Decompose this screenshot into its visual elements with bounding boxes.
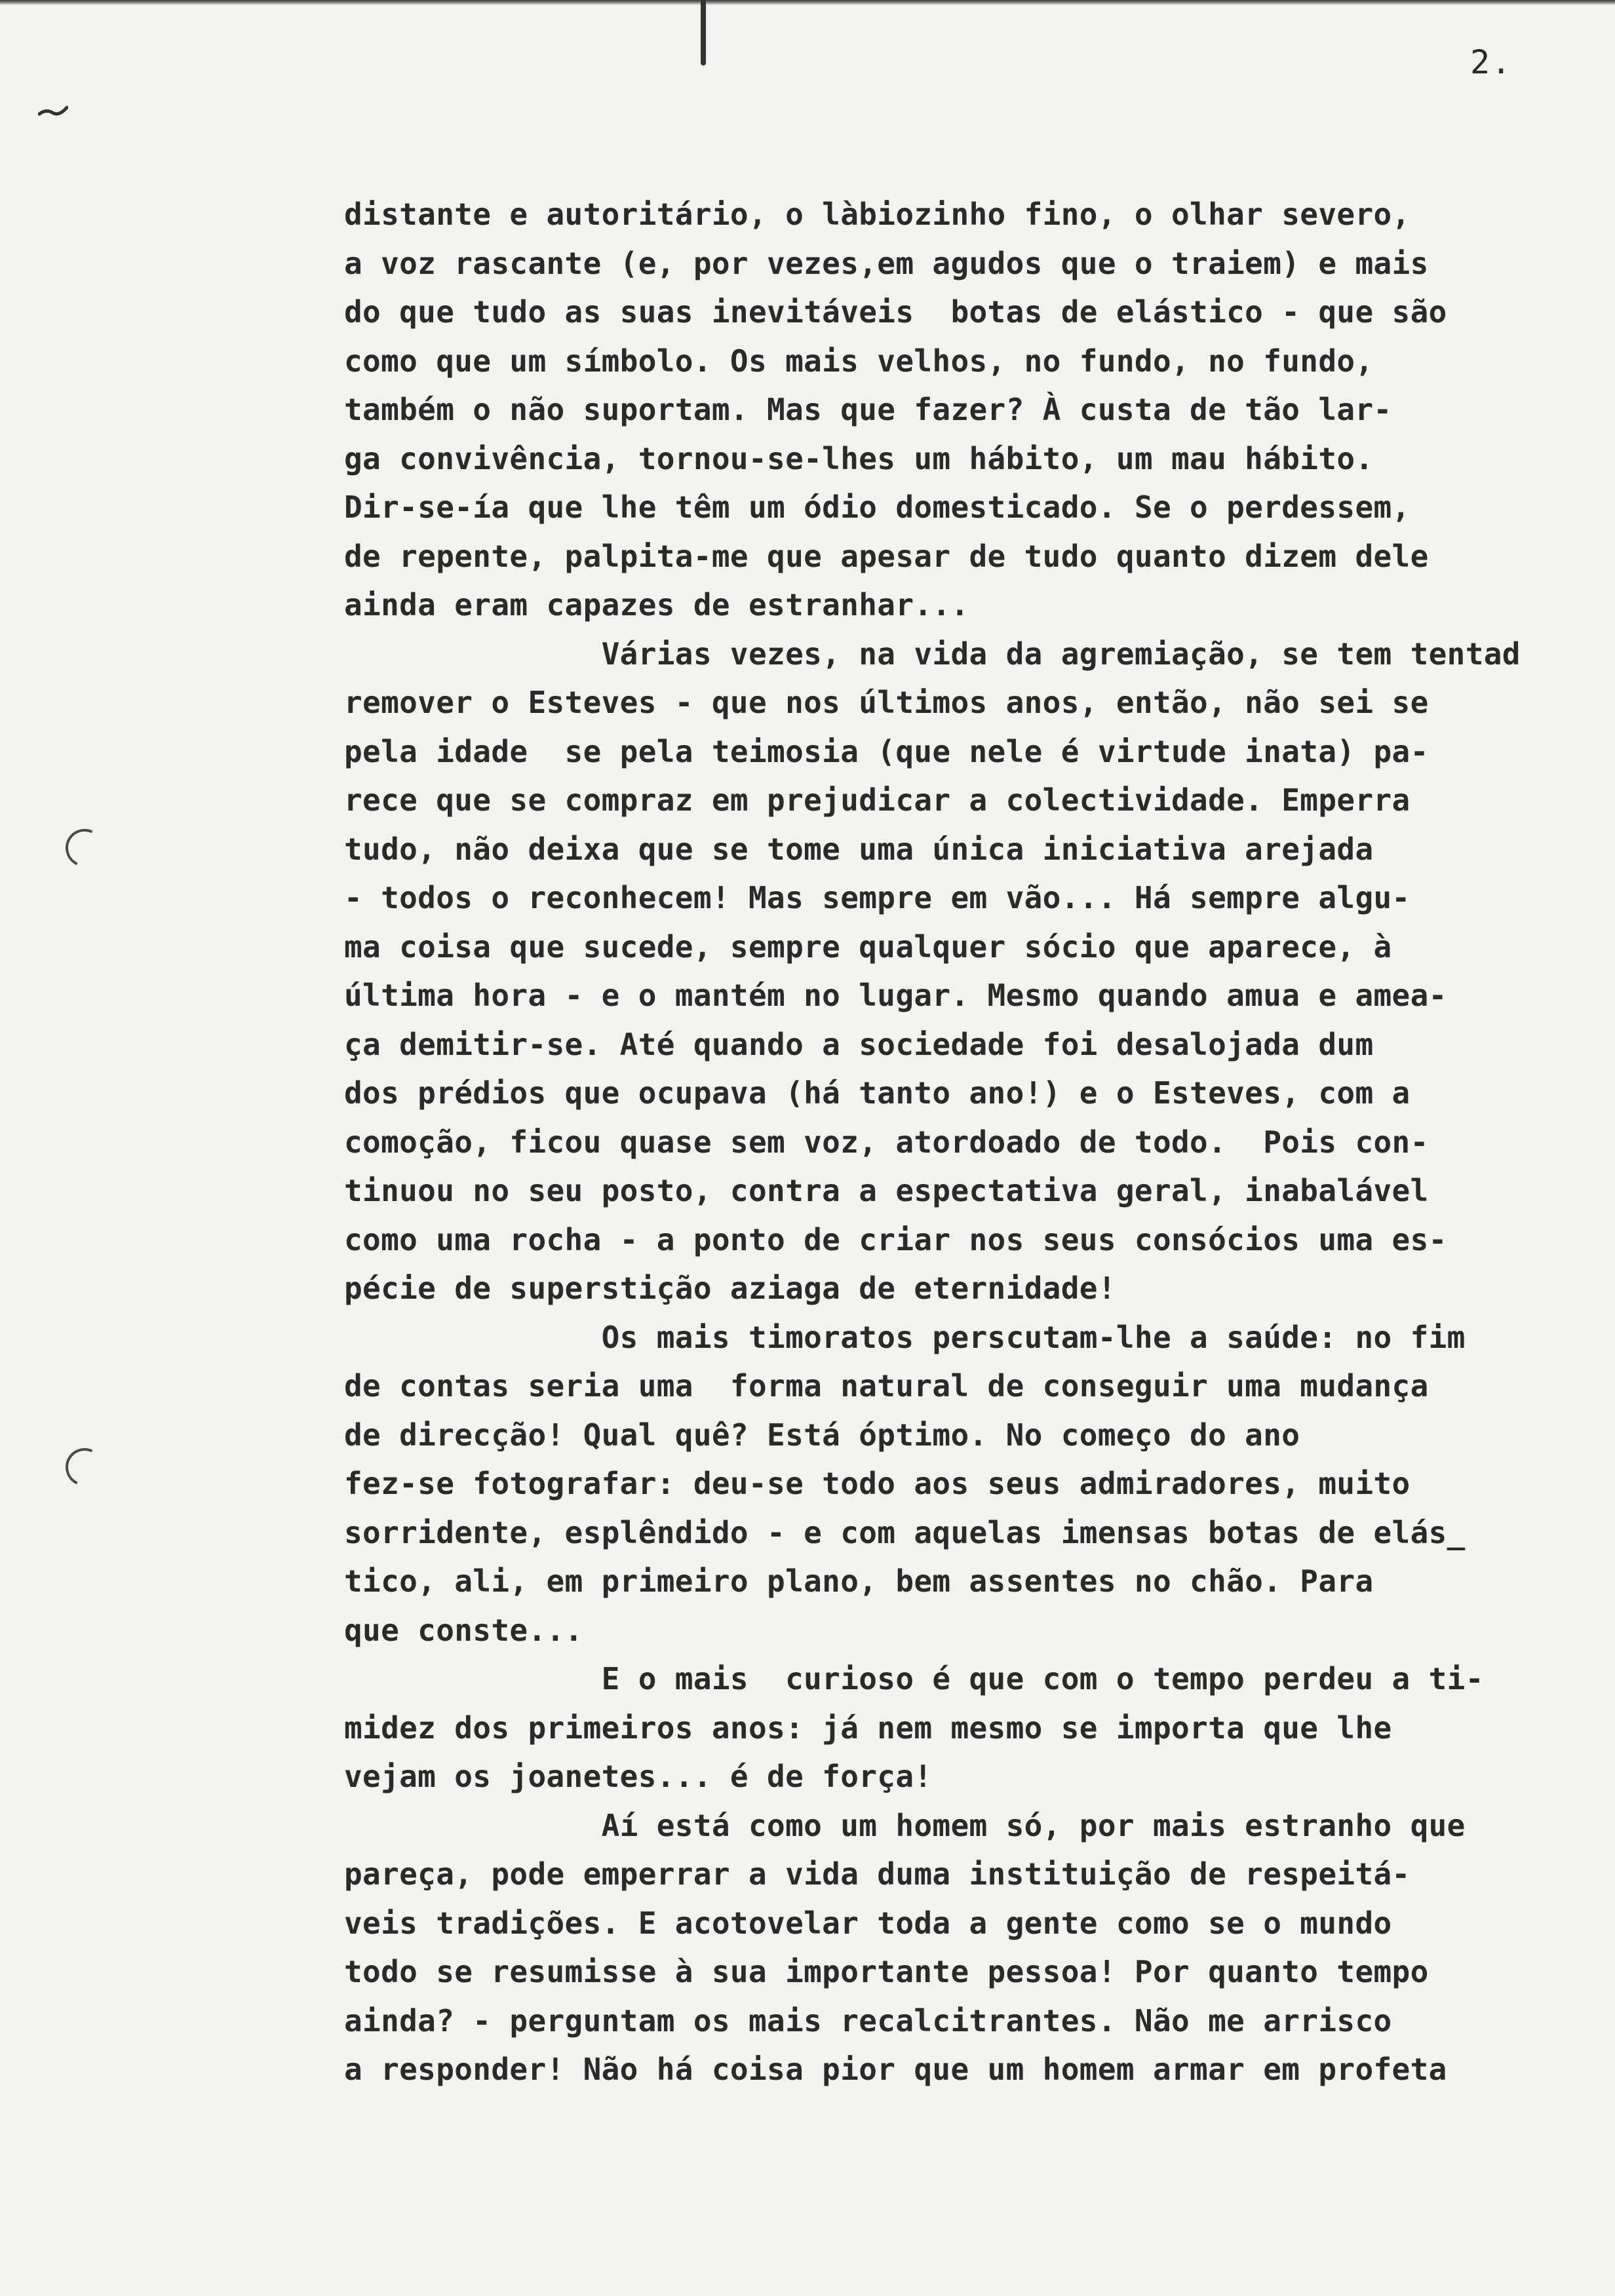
body-text: [344, 190, 1615, 2094]
text-line: Várias vezes, na vida da agremiação, se tem tentad: [344, 636, 1521, 672]
text-line: tico, ali, em primeiro plano, bem assentes no chão. Para: [344, 1563, 1374, 1599]
text-line: - todos o reconhecem! Mas sempre em vão... Há sempre algu-: [344, 880, 1411, 915]
text-line: ainda eram capazes de estranhar...: [344, 587, 969, 622]
text-line: Aí está como um homem só, por mais estranho que: [344, 1807, 1466, 1843]
text-line: E o mais curioso é que com o tempo perdeu a ti-: [344, 1661, 1484, 1696]
text-line: que conste...: [344, 1612, 583, 1648]
text-line: vejam os joanetes... é de força!: [344, 1759, 933, 1794]
text-line: midez dos primeiros anos: já nem mesmo se importa que lhe: [344, 1710, 1392, 1746]
text-line: todo se resumisse à sua importante pessoa! Por quanto tempo: [344, 1954, 1429, 1989]
margin-tick-mark: [701, 0, 706, 66]
text-line: remover o Esteves - que nos últimos anos, então, não sei se: [344, 685, 1429, 720]
text-line: pécie de superstição aziaga de eternidade!: [344, 1271, 1116, 1306]
text-line: de contas seria uma forma natural de conseguir uma mudança: [344, 1368, 1429, 1404]
text-line: última hora - e o mantém no lugar. Mesmo quando amua e amea-: [344, 978, 1447, 1013]
text-line: ça demitir-se. Até quando a sociedade foi desalojada dum: [344, 1026, 1374, 1062]
text-line: do que tudo as suas inevitáveis botas de elástico - que são: [344, 294, 1447, 330]
text-line: sorridente, esplêndido - e com aquelas imensas botas de elás_: [344, 1514, 1466, 1550]
text-line: ga convivência, tornou-se-lhes um hábito, um mau hábito.: [344, 440, 1374, 476]
text-line: de repente, palpita-me que apesar de tudo quanto dizem dele: [344, 538, 1429, 574]
text-line: também o não suportam. Mas que fazer? À custa de tão lar-: [344, 392, 1392, 427]
text-line: a voz rascante (e, por vezes,em agudos que o traiem) e mais: [344, 245, 1429, 281]
page-number: 2.: [1470, 43, 1513, 81]
text-line: como que um símbolo. Os mais velhos, no fundo, no fundo,: [344, 343, 1374, 379]
text-line: tudo, não deixa que se tome uma única iniciativa arejada: [344, 831, 1374, 867]
text-line: tinuou no seu posto, contra a espectativa geral, inabalável: [344, 1173, 1429, 1208]
ink-smudge: [38, 105, 68, 119]
text-line: distante e autoritário, o làbiozinho fino, o olhar severo,: [344, 197, 1411, 232]
text-line: como uma rocha - a ponto de criar nos seus consócios uma es-: [344, 1221, 1447, 1257]
text-line: fez-se fotografar: deu-se todo aos seus admiradores, muito: [344, 1466, 1411, 1501]
text-line: Os mais timoratos perscutam-lhe a saúde: no fim: [344, 1319, 1466, 1355]
text-line: veis tradições. E acotovelar toda a gente como se o mundo: [344, 1905, 1392, 1941]
punch-hole-mark: [60, 824, 109, 872]
text-line: comoção, ficou quase sem voz, atordoado de todo. Pois con-: [344, 1124, 1429, 1160]
punch-hole-mark: [60, 1443, 109, 1491]
top-edge-shadow: [0, 0, 1615, 5]
text-line: dos prédios que ocupava (há tanto ano!) e o Esteves, com a: [344, 1075, 1411, 1111]
text-line: de direcção! Qual quê? Está óptimo. No começo do ano: [344, 1417, 1300, 1453]
text-line: pela idade se pela teimosia (que nele é virtude inata) pa-: [344, 733, 1429, 769]
text-line: ma coisa que sucede, sempre qualquer sócio que aparece, à: [344, 928, 1392, 965]
text-line: rece que se compraz em prejudicar a colectividade. Emperra: [344, 782, 1411, 818]
text-line: a responder! Não há coisa pior que um homem armar em profeta: [344, 2052, 1447, 2087]
text-line: ainda? - perguntam os mais recalcitrantes. Não me arrisco: [344, 2002, 1392, 2038]
text-line: Dir-se-ía que lhe têm um ódio domesticado. Se o perdessem,: [344, 489, 1411, 525]
text-line: pareça, pode emperrar a vida duma instituição de respeitá-: [344, 1856, 1411, 1892]
